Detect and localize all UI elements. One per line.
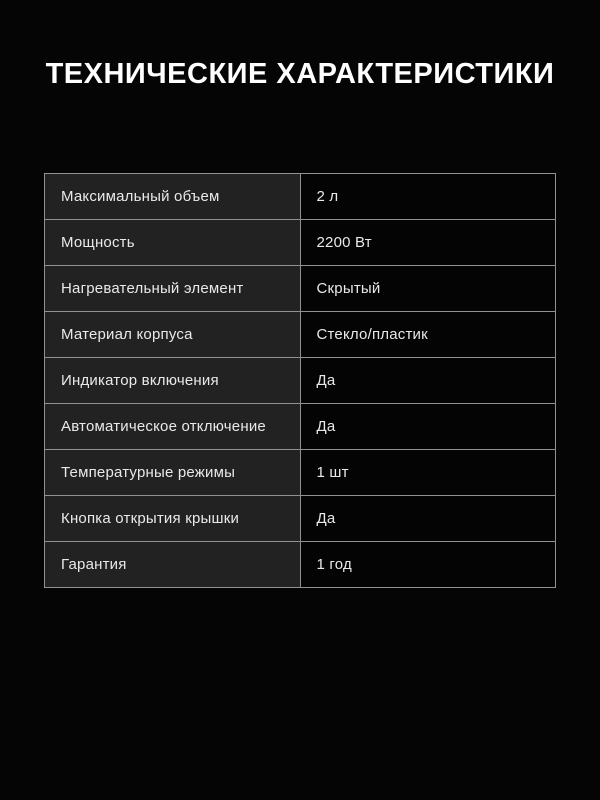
table-row: [45, 358, 556, 404]
table-row: [45, 542, 556, 588]
spec-label: Гарантия: [45, 542, 301, 588]
spec-label: Мощность: [45, 220, 301, 266]
spec-value: 2 л: [300, 174, 556, 220]
spec-label: Температурные режимы: [45, 450, 301, 496]
table-row: [45, 404, 556, 450]
spec-value: Стекло/пластик: [300, 312, 556, 358]
table-row: [45, 496, 556, 542]
spec-value: 1 шт: [300, 450, 556, 496]
table-row: [45, 312, 556, 358]
spec-value: 1 год: [300, 542, 556, 588]
table-row: [45, 220, 556, 266]
specs-table: [44, 173, 556, 588]
spec-label: Индикатор включения: [45, 358, 301, 404]
spec-label: Нагревательный элемент: [45, 266, 301, 312]
table-row: [45, 450, 556, 496]
spec-value: Да: [300, 404, 556, 450]
spec-label: Кнопка открытия крышки: [45, 496, 301, 542]
spec-value: 2200 Вт: [300, 220, 556, 266]
spec-value: Да: [300, 496, 556, 542]
spec-label: Автоматическое отключение: [45, 404, 301, 450]
table-row: [45, 266, 556, 312]
spec-label: Максимальный объем: [45, 174, 301, 220]
page-title: ТЕХНИЧЕСКИЕ ХАРАКТЕРИСТИКИ: [45, 58, 555, 90]
spec-value: Скрытый: [300, 266, 556, 312]
spec-label: Материал корпуса: [45, 312, 301, 358]
table-row: [45, 174, 556, 220]
spec-value: Да: [300, 358, 556, 404]
